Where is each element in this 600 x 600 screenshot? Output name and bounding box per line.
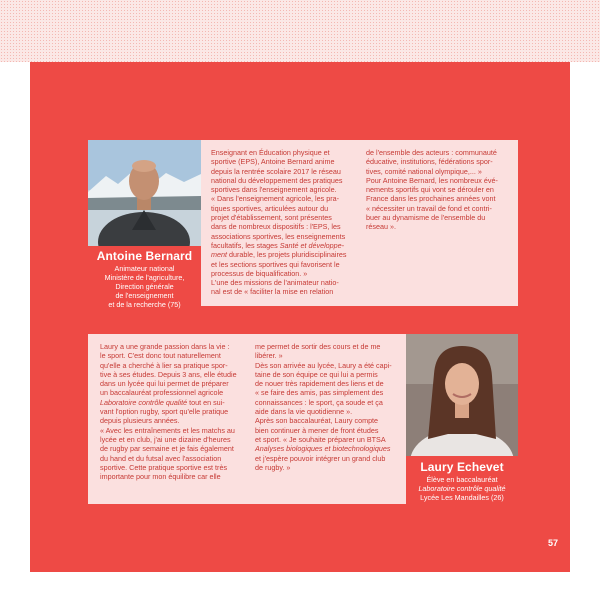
text-line: bien continuer à mener de front études [255,425,379,435]
text-line: sportive (EPS), Antoine Bernard anime [211,157,335,167]
portrait-photo-antoine [88,140,201,246]
italic-fragment: Laboratoire contrôle qualité [418,484,506,493]
text-line-mixed [211,250,361,259]
profile-antoine-column-1 [211,148,361,297]
text-line: France dans les prochaines années vont [366,194,496,204]
person-role-line: Direction générale [115,282,174,291]
text-line: éducative, institutions, fédérations spor- [366,157,493,167]
text-line: du hand et du futsal avec l'association [100,453,222,463]
text-line: « Avec les entraînements et les matchs au [100,425,235,435]
text-line: le sport. C'est donc tout naturellement [100,351,221,361]
page-number: 57 [547,538,558,548]
text-line: me permet de sortir des cours et de me [255,342,381,351]
italic-fragment: ment [211,250,229,260]
text-line: taine de son équipe ce qui lui a permis [255,369,378,379]
text-line: processus de biqualification. » [211,268,308,278]
text-line: depuis plusieurs années. [100,416,180,426]
person-role-line: Lycée Les Mandailles (26) [420,493,504,502]
text-fragment: facultatifs, les stages [211,240,280,250]
person-name: Laury Echevet [420,460,504,474]
text-line: Dès son arrivée au lycée, Laury a été capi- [255,360,392,370]
text-line: réseau ». [366,222,396,232]
text-line: et j'espère pouvoir intégrer un grand club [255,453,386,463]
text-line: de l'ensemble des acteurs : communauté [366,148,497,157]
text-line: de rugby par semaine et je fais également [100,444,234,454]
text-line: projet d'établissement, sont présentes [211,213,332,223]
profile-laury-text-box [88,334,406,504]
text-line: « se faire des amis, pas simplement des [255,388,384,398]
person-role-line: Animateur national [114,264,175,273]
person-role-line: de l'enseignement [115,291,174,300]
text-line: sportive. Cette pratique sportive est très [100,462,228,472]
text-line: de rugby. » [255,462,291,472]
profile-antoine-caption [88,249,201,309]
text-line: Après son baccalauréat, Laury compte [255,416,379,426]
profile-antoine-text-box [201,140,518,306]
profile-laury-column-2 [255,342,405,472]
text-line-mixed [100,398,252,407]
text-line: Pour Antoine Bernard, les nombreux évé- [366,175,498,185]
text-line: libérer. » [255,351,283,361]
person-role-line: Ministère de l'agriculture, [104,273,185,282]
text-line: et sport. « Je souhaite préparer un BTSA [255,434,386,444]
text-line: buer au dynamisme de l'ensemble du [366,213,486,223]
person-role-line: et de la recherche (75) [108,300,181,309]
text-line: associations sportives, les enseignements [211,231,346,241]
person-role-line: Élève en baccalauréat [426,475,498,484]
italic-fragment: Analyses biologiques et biotechnologiques [255,444,391,454]
text-line: « nécessiter un travail de fond et contri- [366,203,492,213]
text-line: « Dans l'enseignement agricole, les pra- [211,194,340,204]
text-line: un baccalauréat professionnel agricole [100,388,224,398]
text-line: Laury a une grande passion dans la vie : [100,342,230,351]
text-fragment: tout en sui- [189,397,225,407]
portrait-photo-laury [406,334,518,456]
text-fragment: durable, les projets pluridisciplinaires [228,250,347,260]
text-line: connaissances : le sport, ça soude et ça [255,397,383,407]
italic-fragment: Laboratoire contrôle qualité [100,397,188,407]
person-role-line [406,484,518,493]
text-line: nal est de « faciliter la mise en relation [211,287,334,297]
text-line: national du développement des pratiques [211,175,343,185]
text-line: dans de nombreux dispositifs : l'EPS, les [211,222,341,232]
text-line: dans un lycée qui lui permet de préparer [100,379,229,389]
person-name: Antoine Bernard [96,249,193,263]
text-line: vant l'option rugby, sport qu'elle pratique [100,407,229,417]
text-line: tive à ses études. Depuis 3 ans, elle étudie [100,369,237,379]
text-line: nements sportifs qui vont se dérouler en [366,185,494,195]
dotted-header-band [0,0,600,62]
text-line: aide dans la vie quotidienne ». [255,407,353,417]
italic-fragment: Santé et développe- [279,240,345,250]
text-line: lycée et en club, j'ai une dizaine d'heures [100,434,231,444]
profile-laury-caption [406,460,518,502]
profile-antoine-column-2 [366,148,514,232]
text-line: L'une des missions de l'animateur natio- [211,278,339,288]
text-line: tiques sportives, articulées autour du [211,203,329,213]
text-line: depuis la rentrée scolaire 2017 le réseau [211,166,341,176]
profile-laury-column-1 [100,342,252,481]
text-line: sportives dans l'enseignement agricole. [211,185,337,195]
text-line: importante pour mon équilibre car elle [100,472,221,482]
text-line: et les sections sportives qui favorisent le [211,259,340,269]
text-line-mixed [211,241,361,250]
text-line [255,444,405,453]
text-line: Enseignant en Éducation physique et [211,148,330,157]
text-line: qu'elle a cherché à lier sa pratique spor- [100,360,228,370]
text-line: tives, comité national olympique,... » [366,166,482,176]
text-line: de nouer très rapidement des liens et de [255,379,384,389]
